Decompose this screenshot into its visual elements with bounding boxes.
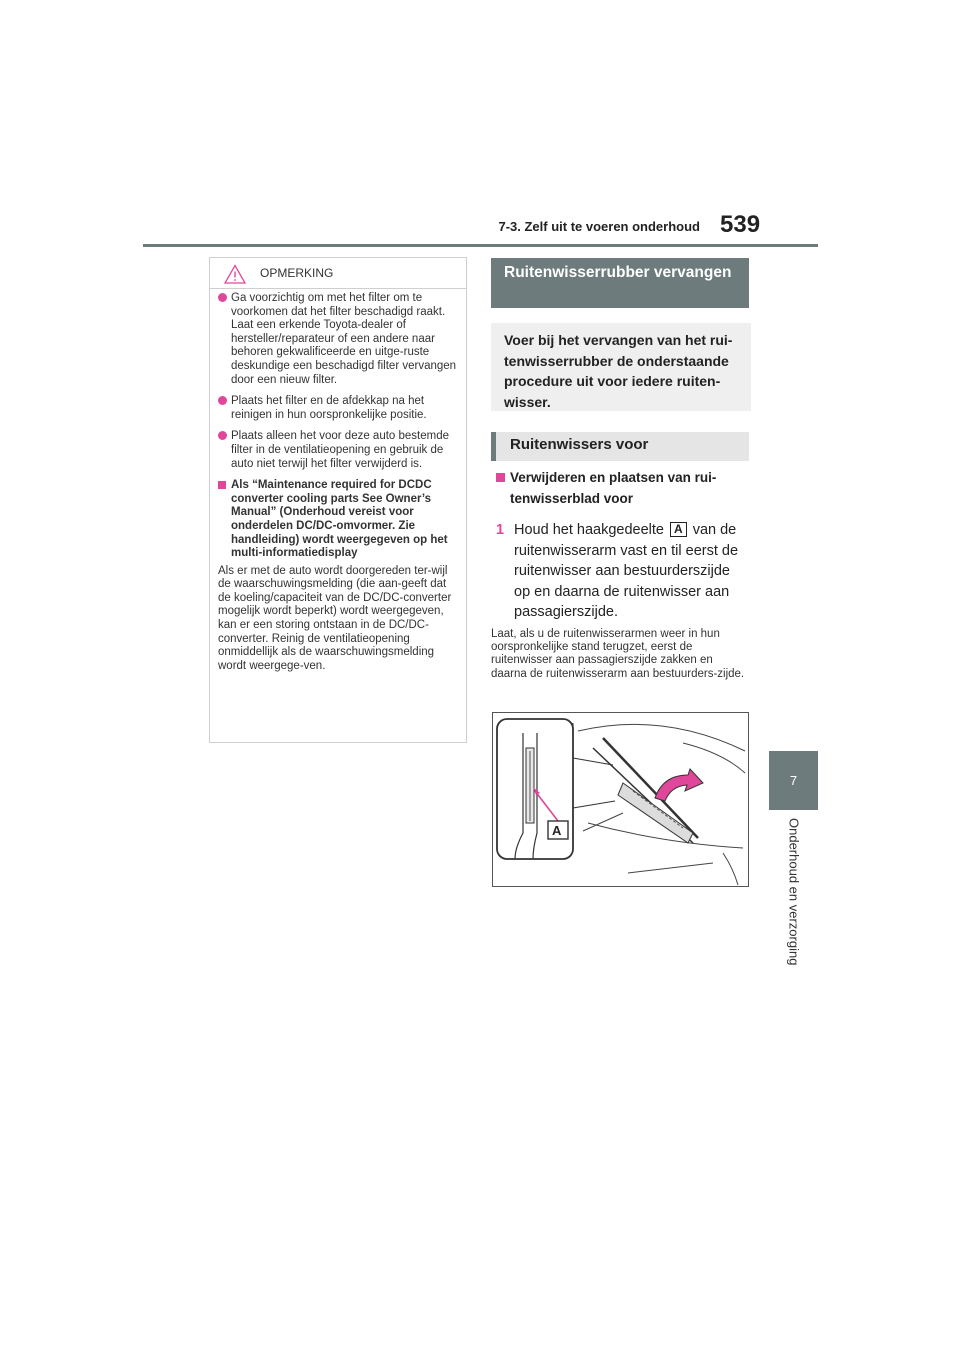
section-title: Ruitenwisserrubber vervangen: [491, 258, 749, 308]
bullet-dot-icon: [218, 396, 227, 405]
bullet-dot-icon: [218, 431, 227, 440]
header-rule: [143, 244, 818, 247]
chapter-tab: 7: [769, 751, 818, 810]
section-intro: Voer bij het vervangen van het rui-tenwisserrubber de onderstaande procedure uit voor iedere ruiten-wisser.: [491, 323, 751, 411]
notice-body: [218, 292, 462, 673]
chapter-title-vertical: [770, 818, 818, 978]
figure-label-a: A: [552, 823, 562, 838]
bullet-dot-icon: [218, 293, 227, 302]
wiper-illustration: [492, 712, 749, 887]
notice-bullet: Plaats alleen het voor deze auto bestemde filter in de ventilatieopening en gebruik de auto niet terwijl het filter verwijderd is.: [218, 430, 462, 471]
square-bullet-icon: [496, 473, 505, 482]
notice-box: [209, 257, 467, 743]
running-header: 7-3. Zelf uit te voeren onderhoud: [498, 219, 700, 234]
notice-bullet: Plaats het filter en de afdekkap na het reinigen in hun oorspronkelijke positie.: [218, 395, 462, 422]
wiper-arm-diagram: [493, 713, 748, 886]
notice-title: OPMERKING: [260, 266, 334, 280]
step-number: 1: [496, 522, 505, 538]
square-bullet-icon: [218, 481, 226, 489]
notice-header: [210, 258, 466, 289]
notice-subheading: Als “Maintenance required for DCDC converter cooling parts See Owner’s Manual” (Onderhoud vereist voor onderdelen DC/DC-omvormer. Zie handleiding) wordt weergegeven op het multi-informatiedisplay: [218, 479, 462, 561]
procedure-heading: Verwijderen en plaatsen van rui-tenwisserblad voor: [496, 468, 750, 509]
subsection-title: Ruitenwissers voor: [491, 432, 749, 461]
notice-paragraph: Als er met de auto wordt doorgereden ter-wijl de waarschuwingsmelding (die aan-geeft dat de koeling/capaciteit van de DC/DC-converter mogelijk wordt beperkt) wordt weergegeven, kan er een storing ontstaan in de DC/DC-converter. Reinig de ventilatieopening onmiddellijk als de waarschuwingsmelding wordt weergege-ven.: [218, 564, 452, 672]
notice-bullet: Ga voorzichtig om met het filter om te voorkomen dat het filter beschadigd raakt. Laat een erkende Toyota-dealer of hersteller/reparateur of een andere naar behoren gekwalificeerde en uitge-ruste deskundige een beschadigd filter vervangen door een nieuw filter.: [218, 292, 462, 387]
step-text: Houd het haakgedeelte A van de ruitenwisserarm vast en til eerst de ruitenwisser aan bestuurderszijde op en daarna de ruitenwisser aan passagierszijde.: [514, 522, 739, 620]
chapter-title: Onderhoud en verzorging: [786, 818, 802, 966]
warning-triangle-icon: [224, 264, 246, 284]
page-number: 539: [720, 211, 761, 238]
label-a-badge: A: [670, 522, 687, 537]
step-note: Laat, als u de ruitenwisserarmen weer in hun oorspronkelijke stand terugzet, eerst de ruitenwisser aan passagierszijde zakken en daarna de ruitenwisserarm aan bestuurders-zijde.: [491, 628, 745, 680]
